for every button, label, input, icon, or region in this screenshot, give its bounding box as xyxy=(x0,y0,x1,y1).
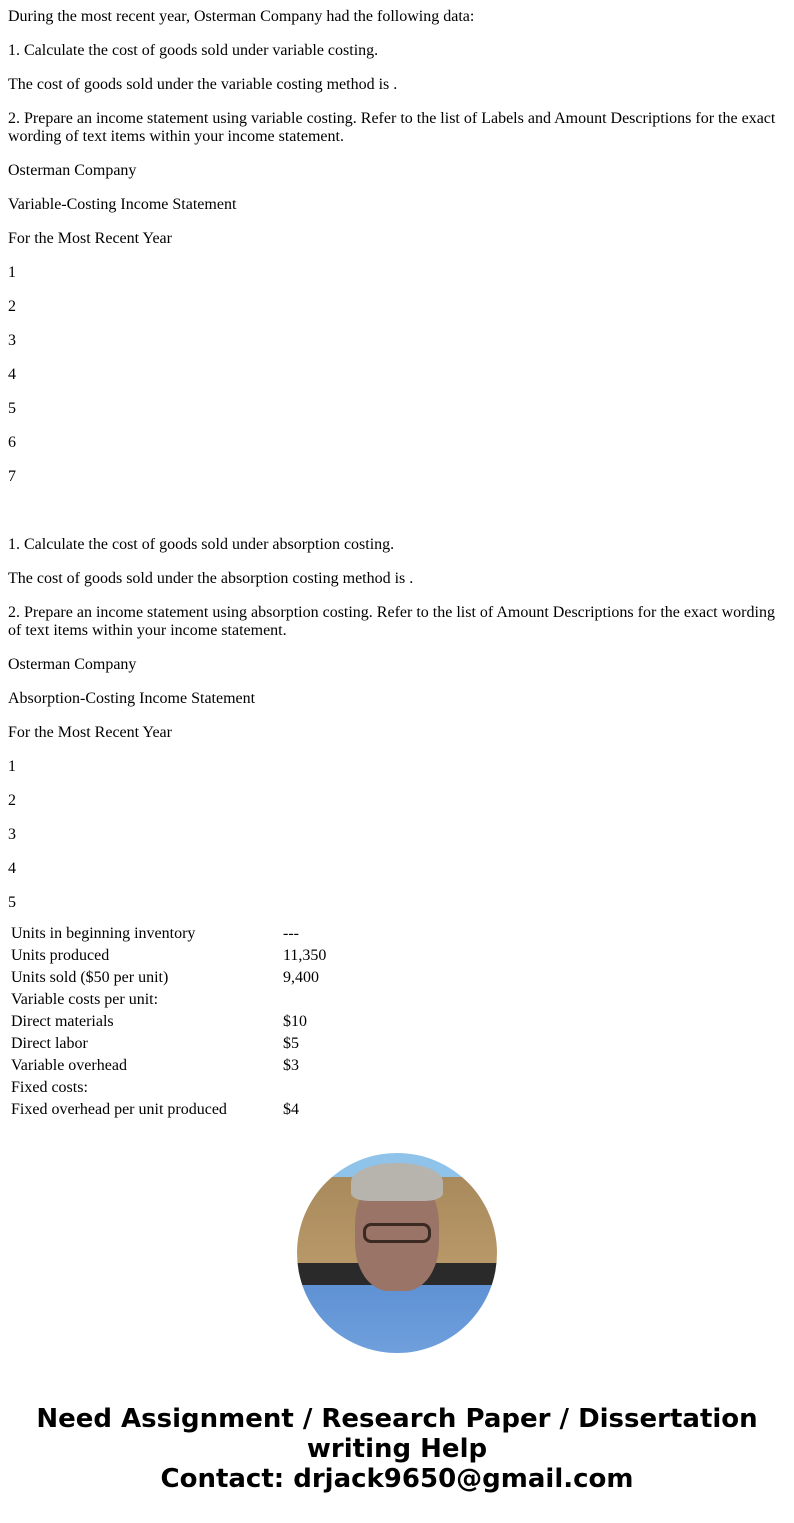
variable-statement-title: Variable-Costing Income Statement xyxy=(8,196,237,213)
row-label: Fixed overhead per unit produced xyxy=(11,1101,227,1118)
row-label: Variable costs per unit: xyxy=(11,991,159,1008)
variable-row: 6 xyxy=(8,434,16,451)
row-label: Direct materials xyxy=(11,1013,114,1030)
spacer xyxy=(8,502,786,520)
row-value: $3 xyxy=(283,1057,299,1074)
document xyxy=(8,0,786,1122)
banner-contact: Contact: drjack9650@gmail.com xyxy=(160,1464,634,1494)
contact-banner xyxy=(0,1404,794,1494)
variable-answer: The cost of goods sold under the variable costing method is . xyxy=(8,76,398,93)
row-label: Fixed costs: xyxy=(11,1079,88,1096)
absorption-answer: The cost of goods sold under the absorption costing method is . xyxy=(8,570,414,587)
absorption-question-2: 2. Prepare an income statement using absorption costing. Refer to the list of Amount Descriptions for the exact wording of text items within your income statement. xyxy=(8,604,775,639)
intro-text: During the most recent year, Osterman Company had the following data: xyxy=(8,8,475,25)
table-row xyxy=(10,1012,327,1032)
variable-row: 4 xyxy=(8,366,16,383)
variable-company: Osterman Company xyxy=(8,162,137,179)
absorption-statement-title: Absorption-Costing Income Statement xyxy=(8,690,256,707)
row-value: $4 xyxy=(283,1101,299,1118)
row-value xyxy=(282,1078,327,1098)
variable-row: 7 xyxy=(8,468,16,485)
variable-question-2: 2. Prepare an income statement using variable costing. Refer to the list of Labels and Amount Descriptions for the exact wording of text items within your income statement. xyxy=(8,110,776,145)
table-row xyxy=(10,924,327,944)
variable-period: For the Most Recent Year xyxy=(8,230,172,247)
absorption-row: 1 xyxy=(8,758,16,775)
table-row xyxy=(10,1056,327,1076)
absorption-period: For the Most Recent Year xyxy=(8,724,172,741)
variable-row: 3 xyxy=(8,332,16,349)
row-label: Direct labor xyxy=(11,1035,88,1052)
row-label: Units sold ($50 per unit) xyxy=(11,969,169,986)
variable-row: 5 xyxy=(8,400,16,417)
table-row xyxy=(10,1034,327,1054)
variable-question-1: 1. Calculate the cost of goods sold under variable costing. xyxy=(8,42,379,59)
banner-line-2: writing Help xyxy=(306,1434,488,1464)
absorption-question-1: 1. Calculate the cost of goods sold under absorption costing. xyxy=(8,536,395,553)
absorption-row: 2 xyxy=(8,792,16,809)
table-row xyxy=(10,990,327,1010)
row-label: Units produced xyxy=(11,947,110,964)
table-row xyxy=(10,946,327,966)
table-row xyxy=(10,1078,327,1098)
glasses-shape xyxy=(363,1223,431,1243)
row-value: $5 xyxy=(283,1035,299,1052)
table-row xyxy=(10,1100,327,1120)
table-row xyxy=(10,968,327,988)
hair-shape xyxy=(351,1163,443,1201)
variable-row: 1 xyxy=(8,264,16,281)
row-value: 11,350 xyxy=(283,947,327,964)
row-value xyxy=(282,990,327,1010)
row-value: $10 xyxy=(283,1013,307,1030)
data-table xyxy=(8,922,329,1122)
row-label: Variable overhead xyxy=(11,1057,127,1074)
absorption-row: 3 xyxy=(8,826,16,843)
row-value: 9,400 xyxy=(283,969,319,986)
banner-line-1: Need Assignment / Research Paper / Dissertation xyxy=(36,1404,758,1434)
absorption-row: 4 xyxy=(8,860,16,877)
row-label: Units in beginning inventory xyxy=(11,925,196,942)
row-value: --- xyxy=(283,925,299,942)
absorption-company: Osterman Company xyxy=(8,656,137,673)
author-photo xyxy=(297,1153,497,1353)
absorption-row: 5 xyxy=(8,894,16,911)
variable-row: 2 xyxy=(8,298,16,315)
